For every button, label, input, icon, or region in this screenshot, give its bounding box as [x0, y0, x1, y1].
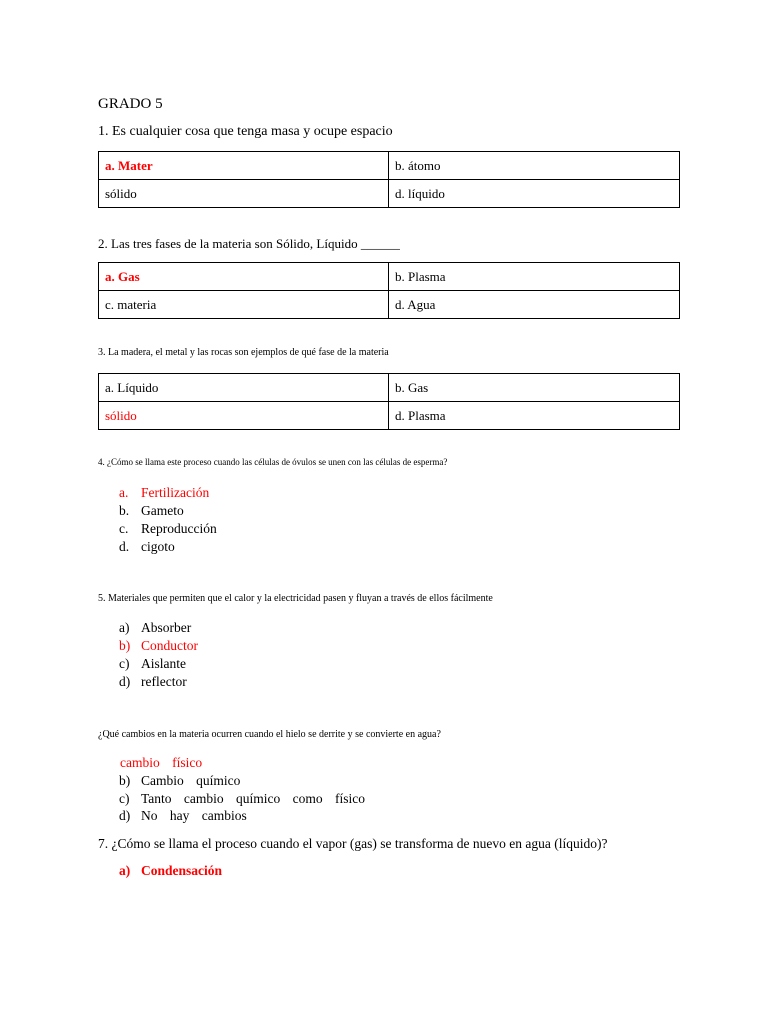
- question-1-options-table: [98, 151, 680, 208]
- q7-option-a-letter: a): [119, 863, 131, 878]
- q4-option-c-text: Reproducción: [141, 521, 217, 536]
- q4-option-d-text: cigoto: [141, 539, 175, 554]
- q6-option-b: [119, 773, 240, 789]
- q4-option-a-letter: a.: [119, 485, 129, 500]
- q5-option-b: [119, 638, 198, 654]
- q5-option-c: [119, 656, 186, 672]
- q2-option-d: d. Agua: [389, 291, 680, 319]
- q6-option-a: [120, 755, 202, 771]
- q4-option-b-text: Gameto: [141, 503, 184, 518]
- q5-option-d: [119, 674, 187, 690]
- q4-option-d-letter: d.: [119, 539, 130, 554]
- question-4: 4. ¿Cómo se llama este proceso cuando las células de óvulos se unen con las células de esperma?: [98, 457, 448, 467]
- q5-option-d-text: reflector: [141, 674, 187, 689]
- q5-option-a-text: Absorber: [141, 620, 192, 635]
- q5-option-c-letter: c): [119, 656, 130, 671]
- q2-option-b: b. Plasma: [389, 263, 680, 291]
- q3-option-b: b. Gas: [389, 374, 680, 402]
- question-2-options-table: [98, 262, 680, 319]
- q6-option-c-letter: c): [119, 791, 130, 806]
- q5-option-b-text: Conductor: [141, 638, 198, 653]
- q5-option-d-letter: d): [119, 674, 131, 689]
- grade-heading: GRADO 5: [98, 96, 163, 112]
- q4-option-d: [119, 539, 175, 555]
- q3-option-a: a. Líquido: [99, 374, 389, 402]
- q4-option-b: [119, 503, 184, 519]
- q6-option-a-text: cambio físico: [120, 755, 203, 770]
- question-1: 1. Es cualquier cosa que tenga masa y ocupe espacio: [98, 124, 393, 139]
- q2-option-c: c. materia: [99, 291, 389, 319]
- q5-option-a: [119, 620, 191, 636]
- q6-option-c-text: Tanto cambio químico como físico: [141, 791, 366, 806]
- question-7: 7. ¿Cómo se llama el proceso cuando el vapor (gas) se transforma de nuevo en agua (líquido)?: [98, 836, 608, 851]
- q6-option-b-text: Cambio químico: [141, 773, 241, 788]
- question-3: 3. La madera, el metal y las rocas son ejemplos de qué fase de la materia: [98, 347, 389, 358]
- q6-option-d-letter: d): [119, 808, 131, 823]
- q4-option-b-letter: b.: [119, 503, 130, 518]
- q4-option-c-letter: c.: [119, 521, 129, 536]
- question-6: ¿Qué cambios en la materia ocurren cuando el hielo se derrite y se convierte en agua?: [98, 729, 441, 740]
- q3-option-c: sólido: [99, 402, 389, 430]
- q7-option-a-text: Condensación: [141, 863, 223, 878]
- question-2: 2. Las tres fases de la materia son Sólido, Líquido ______: [98, 236, 400, 251]
- q4-option-a: [119, 485, 209, 501]
- q7-option-a: [119, 863, 222, 879]
- q6-option-b-letter: b): [119, 773, 131, 788]
- q5-option-a-letter: a): [119, 620, 130, 635]
- q2-option-a: a. Gas: [99, 263, 389, 291]
- question-5: 5. Materiales que permiten que el calor y la electricidad pasen y fluyan a través de ellos fácilmente: [98, 593, 493, 604]
- q6-option-d-text: No hay cambios: [141, 808, 247, 823]
- q4-option-c: [119, 521, 217, 537]
- q1-option-b: b. átomo: [389, 152, 680, 180]
- q5-option-c-text: Aislante: [141, 656, 186, 671]
- q5-option-b-letter: b): [119, 638, 131, 653]
- question-3-options-table: [98, 373, 680, 430]
- q6-option-c: [119, 791, 365, 807]
- q3-option-d: d. Plasma: [389, 402, 680, 430]
- q1-option-a: a. Mater: [99, 152, 389, 180]
- q1-option-d: d. líquido: [389, 180, 680, 208]
- q4-option-a-text: Fertilización: [141, 485, 210, 500]
- q6-option-d: [119, 808, 247, 824]
- q1-option-c: sólido: [99, 180, 389, 208]
